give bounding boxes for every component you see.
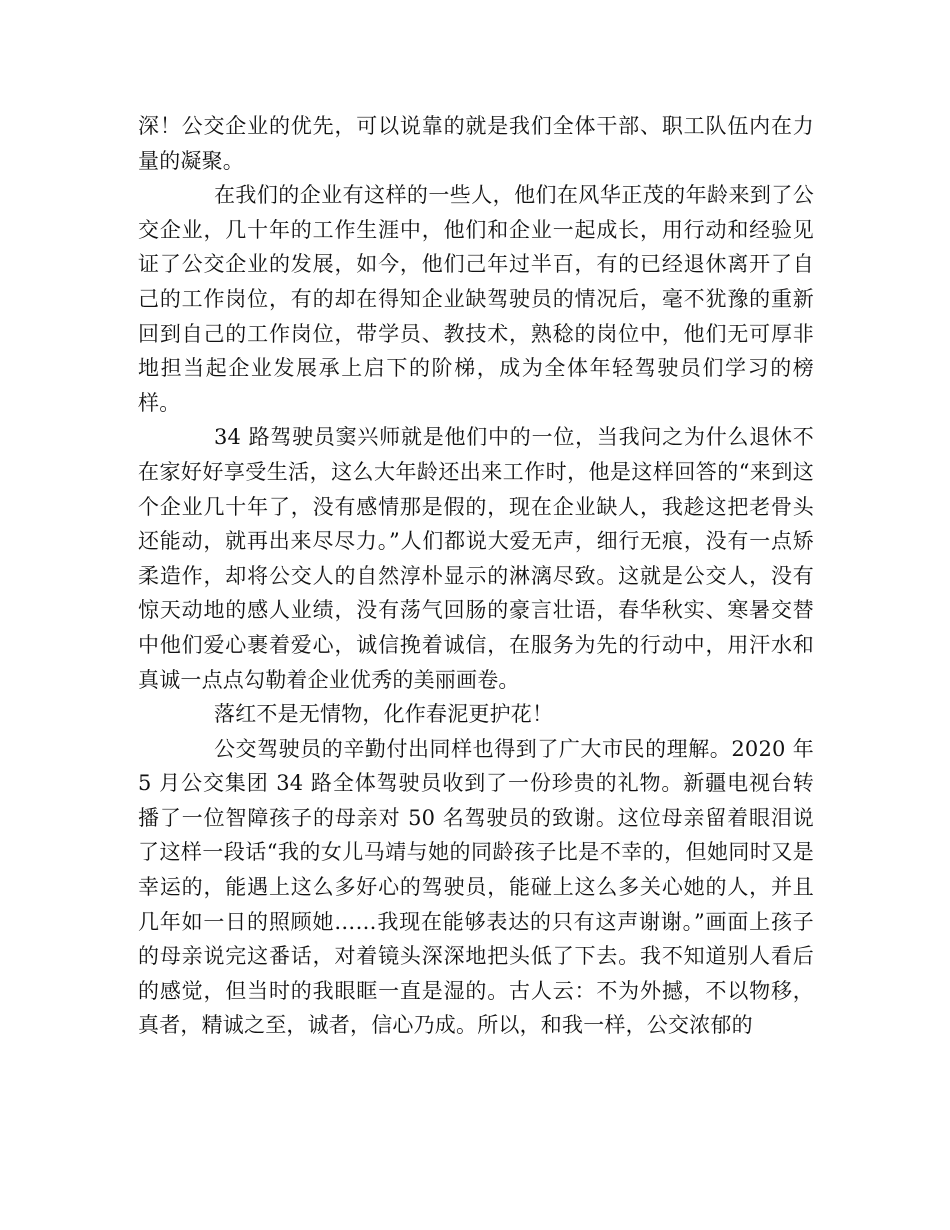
document-body: [138, 109, 814, 1043]
paragraph-driver-dou: 34 路驾驶员窦兴师就是他们中的一位，当我问之为什么退休不在家好好享受生活，这么大年龄还出来工作时，他是这样回答的“来到这个企业几十年了，没有感情那是假的，现在企业缺人，我趁这把老骨头还能动，就再出来尽尽力。”人们都说大爱无声，细行无痕，没有一点矫柔造作，却将公交人的自然淳朴显示的淋漓尽致。这就是公交人，没有惊天动地的感人业绩，没有荡气回肠的豪言壮语，春华秋实、寒暑交替中他们爱心裹着爱心，诚信挽着诚信，在服务为先的行动中，用汗水和真诚一点点勾勒着企业优秀的美丽画卷。: [138, 425, 814, 692]
paragraph-veteran-drivers: 在我们的企业有这样的一些人，他们在风华正茂的年龄来到了公交企业，几十年的工作生涯中，他们和企业一起成长，用行动和经验见证了公交企业的发展，如今，他们己年过半百，有的已经退休离开了自己的工作岗位，有的却在得知企业缺驾驶员的情况后，毫不犹豫的重新回到自己的工作岗位，带学员、教技术，熟稔的岗位中，他们无可厚非地担当起企业发展承上启下的阶梯，成为全体年轻驾驶员们学习的榜样。: [138, 183, 814, 415]
paragraph-poem-line: 落红不是无情物，化作春泥更护花！: [214, 702, 554, 727]
paragraph-public-gratitude: 公交驾驶员的辛勤付出同样也得到了广大市民的理解。2020 年 5 月公交集团 34 路全体驾驶员收到了一份珍贵的礼物。新疆电视台转播了一位智障孩子的母亲对 50 名驾驶员的致谢。这位母亲留着眼泪说了这样一段话“我的女儿马靖与她的同龄孩子比是不幸的，但她同时又是幸运的，能遇上这么多好心的驾驶员，能碰上这么多关心她的人，并且几年如一日的照顾她……我现在能够表达的只有这声谢谢。”画面上孩子的母亲说完这番话，对着镜头深深地把头低了下去。我不知道别人看后的感觉，但当时的我眼眶一直是湿的。古人云：不为外撼，不以物移，真者，精诚之至，诚者，信心乃成。所以，和我一样，公交浓郁的: [138, 736, 814, 1038]
paragraph-continuation: 深！公交企业的优先，可以说靠的就是我们全体干部、职工队伍内在力量的凝聚。: [138, 114, 814, 173]
